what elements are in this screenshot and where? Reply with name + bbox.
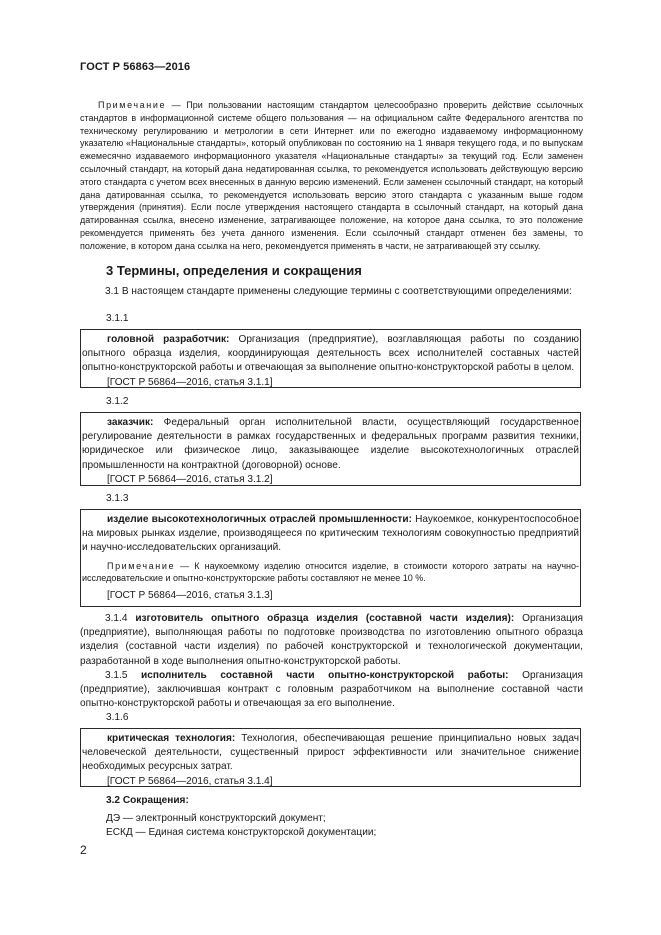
term-definition: Организация (предприятие), заключившая контракт с головным разработчиком на выполнение составной части опытно-конструкторской работы и отвечающая за его выполнение. — [80, 670, 583, 710]
term-source: [ГОСТ Р 56864—2016, статья 3.1.1] — [107, 376, 273, 388]
term-definition: Наукоемкое, конкурентоспособное на мировых рынках изделие, производящееся по критическим технологиям совокупностью предприятий и научно-исследовательских организаций. — [82, 514, 579, 554]
term-name: критическая технология: — [107, 733, 236, 744]
page-number: 2 — [80, 843, 87, 857]
term-number-3-1-2: 3.1.2 — [106, 396, 129, 407]
note-label: Примечание — [98, 100, 167, 110]
term-number-3-1-6: 3.1.6 — [106, 712, 129, 723]
term-name: исполнитель составной части опытно-конструкторской работы: — [141, 670, 509, 681]
term-definition: Технология, обеспечивающая решение принципиально новых задач человеческой деятельности, существенный прирост эффективности или значительное снижение необходимых ресурсных затрат. — [82, 733, 579, 773]
term-box-3-1-1 — [80, 329, 581, 388]
term-box-3-1-3 — [80, 509, 581, 607]
term-3-1-4 — [80, 612, 583, 669]
note-text: — При пользовании настоящим стандартом целесообразно проверить действие ссылочных стандартов в информационной системе общего пользования — на официальном сайте Федерального агентства по техническому регулированию и метрологии в сети Интернет или по ежегодно издаваемому информационному указателю «Национальные стандарты», который опубликован по состоянию на 1 января текущего года, и по выпускам ежемесячно издаваемого информационного указателя «Национальные стандарты» за текущий год. Если заменен ссылочный стандарт, на который дана недатированная ссылка, то рекомендуется использовать действующую версию этого стандарта с учетом всех внесенных в данную версию изменений. Если заменен ссылочный стандарт, на который дана датированная ссылка, то рекомендуется использовать версию этого стандарта с указанным выше годом утверждения (принятия). Если после утверждения настоящего стандарта в ссылочный стандарт, на который дана датированная ссылка, внесено изменение, затрагивающее положение, на которое дана ссылка, то это положение рекомендуется применять без учета данного изменения. Если ссылочный стандарт отменен без замены, то положение, в котором дана ссылка на него, рекомендуется применять в части, не затрагивающей эту ссылку. — [80, 100, 583, 251]
term-definition: Организация (предприятие), выполняющая работы по подготовке производства по изготовлению опытного образца изделия (составной части изделия) по рабочей конструкторской и технологической документации, разработанной в ходе выполнения опытно-конструкторской работы. — [80, 613, 583, 667]
document-header: ГОСТ Р 56863—2016 — [80, 61, 191, 73]
term-number-3-1-3: 3.1.3 — [106, 493, 129, 504]
section-title: 3 Термины, определения и сокращения — [106, 263, 362, 278]
term-definition: Федеральный орган исполнительной власти, осуществляющий государственное регулирование деятельности в рамках государственных и федеральных программ развития техники, юридическое или физическое лицо, заказывающее изделие высокотехнологичных отраслей промышленности на контрактной (договорной) основе. — [82, 417, 579, 471]
term-3-1-5 — [80, 669, 583, 712]
term-name: изготовитель опытного образца изделия (составной части изделия): — [135, 613, 515, 624]
term-source: [ГОСТ Р 56864—2016, статья 3.1.2] — [107, 473, 273, 485]
term-definition: Организация (предприятие), возглавляющая работы по созданию опытного образца изделия, координирующая деятельность всех исполнителей составных частей опытно-конструкторской работы и отвечающая за выполнение опытно-конструкторской работы в целом. — [82, 334, 579, 374]
reference-note — [80, 99, 583, 253]
abbreviation-item: ДЭ — электронный конструкторский документ; — [106, 813, 326, 824]
term-source: [ГОСТ Р 56864—2016, статья 3.1.4] — [107, 775, 273, 787]
term-number: 3.1.4 — [105, 613, 128, 624]
term-note-text: — К наукоемкому изделию относится изделие, в стоимости которого затраты на научно-исследовательские и опытно-конструкторские работы составляют не менее 10 %. — [82, 560, 579, 584]
term-name: изделие высокотехнологичных отраслей промышленности: — [107, 514, 412, 525]
term-note-label: Примечание — [107, 560, 176, 571]
term-box-3-1-6 — [80, 728, 581, 787]
term-number: 3.1.5 — [105, 670, 128, 681]
abbreviation-item: ЕСКД — Единая система конструкторской документации; — [106, 827, 377, 838]
term-note — [82, 560, 579, 585]
section-intro: 3.1 В настоящем стандарте применены следующие термины с соответствующими определениями: — [105, 286, 572, 297]
abbreviations-title: 3.2 Сокращения: — [106, 795, 189, 806]
term-box-3-1-2 — [80, 412, 581, 486]
term-source: [ГОСТ Р 56864—2016, статья 3.1.3] — [107, 589, 273, 601]
term-name: головной разработчик: — [107, 334, 230, 345]
term-number-3-1-1: 3.1.1 — [106, 313, 129, 324]
term-name: заказчик: — [107, 417, 154, 428]
